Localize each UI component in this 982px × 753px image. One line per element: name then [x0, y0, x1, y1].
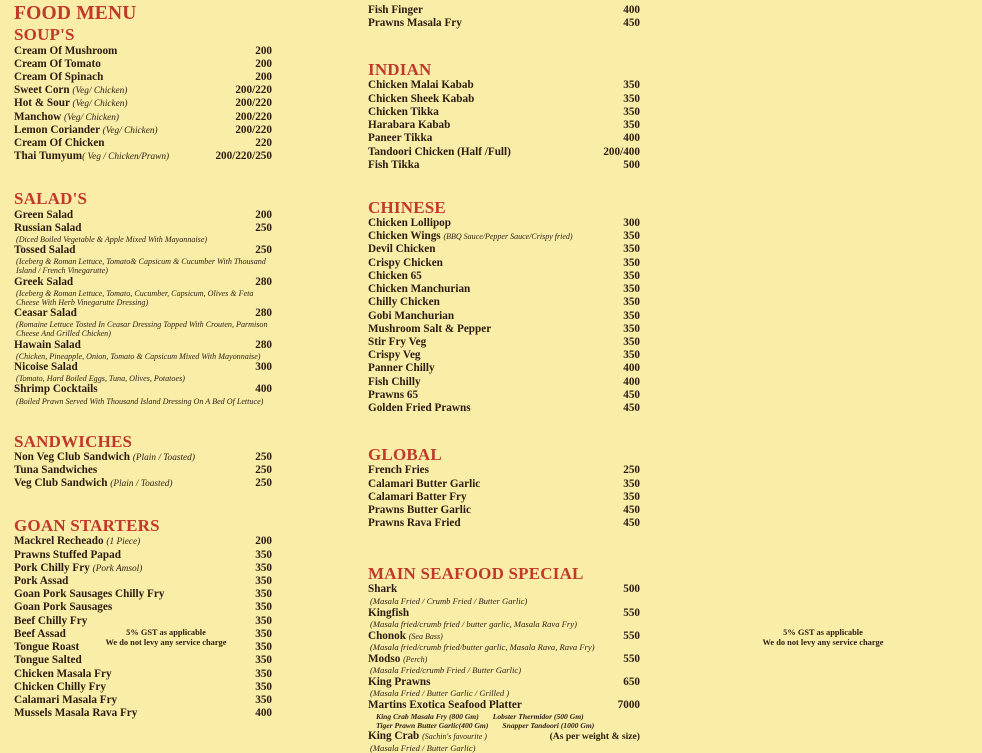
item-name: Beef Chilly Fry [14, 614, 88, 627]
item-name: Fish Finger [368, 4, 424, 16]
menu-row-king-crab [368, 730, 640, 743]
item-qualifier: ( Veg / Chicken/Prawn) [82, 152, 170, 163]
item-name: Lemon Coriander (Veg/ Chicken) [14, 123, 158, 136]
item-name: Hawain Salad [14, 338, 81, 351]
item-price: 400 [623, 375, 640, 388]
item-description: (Boiled Prawn Served With Thousand Island Dressing On A Bed Of Lettuce) [16, 396, 264, 406]
item-name: Pork Assad [14, 575, 69, 588]
item-description: (Iceberg & Roman Lettuce, Tomato& Capsicum & Cucumber With Thousand Island / French Vinegarutte) [16, 257, 266, 276]
item-price: 650 [623, 675, 640, 688]
menu-row [14, 222, 272, 235]
menu-row [368, 478, 640, 491]
menu-row [368, 402, 640, 415]
item-price: 200 [255, 208, 272, 221]
item-description: (Chicken, Pineapple, Onion, Tomato & Capsicum Mixed With Mayonnaise) [16, 351, 261, 361]
item-price: 200/220 [235, 84, 272, 97]
item-price: 350 [623, 309, 640, 322]
menu-row [14, 615, 272, 628]
menu-row [368, 257, 640, 270]
right-column [332, 0, 884, 753]
item-name: Prawns 65 [368, 388, 419, 401]
item-qualifier: (1 Piece) [106, 537, 141, 548]
item-description: (Masala fried/crumb fried/butter garlic, Masala Rava, Rava Fry) [370, 641, 595, 652]
item-name: Sweet Corn (Veg/ Chicken) [14, 84, 128, 97]
menu-row [368, 653, 640, 666]
item-name: Cream Of Spinach [14, 70, 104, 83]
item-name: Shrimp Cocktails [14, 383, 98, 396]
menu-row [368, 106, 640, 119]
item-price: 350 [255, 601, 272, 614]
platter-item: Tiger Prawn Butter Garlic(400 Gm) [376, 721, 489, 731]
menu-row [368, 243, 640, 256]
item-name: Russian Salad [14, 221, 82, 234]
menu-row [368, 119, 640, 132]
item-name: Nicoise Salad [14, 360, 78, 373]
section-heading-indian: INDIAN [368, 60, 432, 80]
item-name: Chicken Sheek Kabab [368, 92, 475, 105]
item-name: Goan Pork Sausages Chilly Fry [14, 588, 165, 601]
item-price: 200/220 [235, 110, 272, 123]
item-price: 500 [623, 158, 640, 171]
section-heading-soups: SOUP'S [14, 25, 75, 45]
item-price: 450 [623, 17, 640, 30]
item-price: 350 [255, 694, 272, 706]
section-starters-continued [368, 4, 640, 30]
menu-row [14, 71, 272, 84]
item-name: Prawns Rava Fried [368, 517, 461, 530]
footer-left [0, 628, 332, 648]
item-price: 350 [255, 627, 272, 640]
item-price: 350 [623, 105, 640, 118]
platter-item: Snapper Tandoori (1000 Gm) [502, 721, 595, 731]
item-price: 200/220 [235, 123, 272, 136]
item-price: 200/220/250 [215, 150, 272, 163]
item-name: Chicken Tikka [368, 105, 439, 118]
item-price: 350 [623, 256, 640, 269]
item-price: 220 [255, 137, 272, 150]
menu-row [368, 323, 640, 336]
item-qualifier: (Perch) [403, 654, 428, 664]
item-price: 350 [623, 322, 640, 335]
item-name: Martins Exotica Seafood Platter [368, 698, 522, 711]
item-name: Paneer Tikka [368, 132, 433, 145]
item-name: Prawns Masala Fry [368, 17, 462, 30]
item-price: 280 [255, 307, 272, 320]
item-price: 350 [623, 243, 640, 256]
item-name: Cream Of Chicken [14, 137, 105, 150]
section-goan-starters [14, 516, 272, 720]
item-name: Prawns Butter Garlic [368, 504, 471, 516]
menu-row [14, 244, 272, 257]
menu-row [368, 336, 640, 349]
menu-row [14, 549, 272, 562]
item-price: 400 [623, 132, 640, 145]
item-name: French Fries [368, 464, 429, 477]
item-name: Cream Of Mushroom [14, 44, 118, 57]
menu-row [14, 383, 272, 396]
item-price: 550 [623, 629, 640, 642]
item-name: King Crab (Sachin's favourite ) [368, 730, 487, 743]
item-price: 200 [255, 535, 272, 548]
menu-row [14, 654, 272, 667]
item-price: 550 [623, 606, 640, 619]
section-heading-sandwiches: SANDWICHES [14, 431, 133, 451]
item-price: 350 [255, 561, 272, 574]
item-name: Chicken Manchurian [368, 283, 471, 296]
item-name: Non Veg Club Sandwich (Plain / Toasted) [14, 450, 195, 463]
section-main-seafood-special [368, 564, 640, 753]
item-name: Beef Assad [14, 627, 66, 640]
item-price: 450 [623, 504, 640, 516]
item-price: 7000 [617, 698, 640, 711]
item-qualifier: (Pork Amsol) [92, 563, 143, 574]
section-indian [368, 60, 640, 172]
item-price: 450 [623, 388, 640, 401]
footer-service-charge-line: We do not levy any service charge [762, 637, 884, 647]
menu-row [368, 270, 640, 283]
menu-row [14, 535, 272, 548]
menu-row [14, 588, 272, 601]
menu-row [14, 111, 272, 124]
item-price: 350 [623, 477, 640, 490]
menu-row [14, 562, 272, 575]
item-name: Green Salad [14, 208, 74, 221]
item-price: 300 [255, 360, 272, 373]
item-price: 350 [255, 654, 272, 667]
item-name: Calamari Batter Fry [368, 490, 467, 503]
item-name: Chonok (Sea Bass) [368, 629, 443, 642]
menu-row [14, 124, 272, 137]
menu-row [14, 45, 272, 58]
menu-row [368, 217, 640, 230]
item-name: Chicken Masala Fry [14, 667, 112, 680]
item-name: Tongue Roast [14, 641, 80, 654]
menu-row [368, 4, 640, 17]
section-sandwiches [14, 432, 272, 491]
section-heading-main-seafood-special: MAIN SEAFOOD SPECIAL [368, 564, 584, 584]
item-price: 350 [255, 641, 272, 654]
item-qualifier: (Plain / Toasted) [110, 479, 173, 490]
item-price: 350 [255, 667, 272, 680]
item-name: Manchow (Veg/ Chicken) [14, 110, 120, 123]
item-qualifier: (BBQ Sauce/Pepper Sauce/Crispy fried) [443, 232, 573, 242]
menu-row [368, 389, 640, 402]
item-description: (Diced Boiled Vegetable & Apple Mixed With Mayonnaise) [16, 234, 208, 244]
item-description: (Romaine Lettuce Tosted In Ceasar Dressing Topped With Crouten, Parmison Cheese And Grilled Chicken) [16, 320, 268, 339]
platter-contents-line-1 [376, 712, 640, 721]
item-description: (Iceberg & Roman Lettuce, Tomato, Cucumber, Capsicum, Olives & Feta Cheese With Herb Vinegarutte Dressing) [16, 288, 254, 307]
item-price: 350 [255, 680, 272, 693]
item-price: 350 [623, 283, 640, 296]
item-price: 250 [255, 221, 272, 234]
item-name: Chilly Chicken [368, 296, 440, 309]
item-qualifier: (Plain / Toasted) [132, 452, 195, 463]
item-name: Pork Chilly Fry (Pork Amsol) [14, 561, 143, 574]
item-name: Gobi Manchurian [368, 309, 455, 322]
item-name: Calamari Butter Garlic [368, 477, 481, 490]
menu-row [368, 517, 640, 530]
menu-row [14, 84, 272, 97]
footer-gst-line: 5% GST as applicable [783, 627, 863, 637]
menu-row [368, 230, 640, 243]
section-heading-global: GLOBAL [368, 445, 442, 465]
item-name: Mackrel Recheado (1 Piece) [14, 535, 141, 548]
menu-row [14, 150, 272, 163]
item-name: Tandoori Chicken (Half /Full) [368, 145, 511, 158]
item-name: Kingfish [368, 606, 410, 619]
item-price: 200 [255, 70, 272, 83]
item-price: 450 [623, 517, 640, 530]
item-qualifier: (Veg/ Chicken) [64, 112, 120, 123]
item-name: Fish Tikka [368, 158, 420, 171]
item-price: 400 [623, 4, 640, 16]
item-description: (Masala fried/crumb fried / butter garlic, Masala Rava Fry) [370, 618, 577, 629]
item-price: 350 [255, 588, 272, 601]
item-price: (As per weight & size) [549, 731, 640, 743]
menu-row-platter [368, 699, 640, 712]
item-name: Stir Fry Veg [368, 336, 427, 348]
item-name: Golden Fried Prawns [368, 402, 471, 415]
section-heading-chinese: CHINESE [368, 198, 446, 217]
item-price: 280 [255, 275, 272, 288]
item-price: 280 [255, 338, 272, 351]
item-description: (Masala Fried/crumb Fried / Butter Garlic) [370, 664, 522, 675]
section-soups [14, 25, 272, 163]
footer-right [664, 628, 982, 648]
menu-row [14, 451, 272, 464]
item-name: Thai Tumyum( Veg / Chicken/Prawn) [14, 150, 170, 163]
menu-row [368, 630, 640, 643]
section-salads [14, 189, 272, 405]
section-global [368, 445, 640, 530]
menu-row [14, 361, 272, 374]
item-qualifier: (Sea Bass) [408, 631, 443, 641]
menu-row [14, 276, 272, 289]
menu-row [368, 464, 640, 477]
item-price: 350 [623, 269, 640, 282]
menu-row [368, 607, 640, 620]
item-name: Fish Chilly [368, 375, 421, 388]
menu-row [368, 504, 640, 517]
item-price: 350 [255, 548, 272, 561]
platter-contents-line-2 [376, 721, 640, 730]
menu-row [368, 310, 640, 323]
platter-item: King Crab Masala Fry (800 Gm) [376, 712, 479, 722]
left-column [0, 0, 332, 720]
section-heading-goan-starters: GOAN STARTERS [14, 516, 160, 536]
menu-row [14, 575, 272, 588]
item-name: Tossed Salad [14, 244, 76, 257]
menu-row [14, 601, 272, 614]
menu-row [14, 681, 272, 694]
item-name: Greek Salad [14, 275, 74, 288]
item-name: Goan Pork Sausages [14, 601, 113, 614]
item-name: Modso (Perch) [368, 652, 428, 665]
item-name: Crispy Chicken [368, 256, 443, 269]
item-name: King Prawns [368, 675, 431, 688]
item-price: 400 [255, 707, 272, 720]
menu-row [14, 339, 272, 352]
item-price: 400 [623, 362, 640, 375]
item-name: Harabara Kabab [368, 119, 451, 132]
menu-row [368, 296, 640, 309]
item-name: Hot & Sour (Veg/ Chicken) [14, 97, 128, 110]
item-name: Chicken Chilly Fry [14, 680, 106, 693]
item-price: 350 [623, 490, 640, 503]
item-description: (Tomato, Hard Boiled Eggs, Tuna, Olives, Potatoes) [16, 374, 185, 384]
menu-row [368, 146, 640, 159]
menu-row [368, 283, 640, 296]
item-name: Chicken Malai Kabab [368, 79, 474, 92]
item-price: 300 [623, 217, 640, 230]
section-heading-salads: SALAD'S [14, 189, 88, 209]
item-price: 250 [255, 477, 272, 490]
item-name: Tongue Salted [14, 654, 82, 667]
item-price: 550 [623, 652, 640, 665]
item-name: Mussels Masala Rava Fry [14, 707, 138, 720]
menu-row [14, 97, 272, 110]
item-price: 250 [623, 464, 640, 477]
item-price: 350 [623, 349, 640, 362]
item-price: 250 [255, 450, 272, 463]
menu-row [14, 307, 272, 320]
item-price: 400 [255, 383, 272, 396]
item-price: 250 [255, 463, 272, 476]
item-price: 500 [623, 583, 640, 596]
footer-service-charge-line: We do not levy any service charge [105, 637, 227, 647]
section-chinese [368, 198, 640, 415]
item-name: Crispy Veg [368, 349, 421, 362]
item-price: 350 [255, 575, 272, 588]
item-name: Mushroom Salt & Pepper [368, 322, 492, 335]
item-price: 350 [623, 92, 640, 105]
item-name: Panner Chilly [368, 362, 435, 375]
item-price: 350 [623, 336, 640, 348]
menu-row [368, 93, 640, 106]
page-title: FOOD MENU [14, 3, 137, 24]
item-price: 450 [623, 402, 640, 415]
item-description: (Masala Fried / Butter Garlic / Grilled ) [370, 688, 510, 699]
item-price: 350 [623, 230, 640, 243]
item-description: (Masala Fried / Crumb Fried / Butter Garlic) [370, 595, 528, 606]
menu-row [14, 668, 272, 681]
item-price: 350 [623, 79, 640, 92]
item-price: 200/220 [235, 97, 272, 110]
item-price: 200 [255, 57, 272, 70]
item-name: Chicken Lollipop [368, 217, 451, 230]
menu-row [368, 349, 640, 362]
footer-gst-line: 5% GST as applicable [126, 627, 206, 637]
menu-row [368, 491, 640, 504]
item-name: Ceasar Salad [14, 307, 77, 320]
item-qualifier: (Veg/ Chicken) [102, 125, 158, 136]
menu-row [368, 17, 640, 30]
menu-row [14, 694, 272, 707]
item-name: Shark [368, 583, 398, 596]
menu-row [368, 159, 640, 172]
item-description: (Masala Fried / Butter Garlic) [370, 742, 476, 753]
item-price: 350 [255, 614, 272, 627]
item-name: Prawns Stuffed Papad [14, 548, 121, 561]
menu-row [368, 132, 640, 145]
menu-row [14, 707, 272, 720]
menu-row [14, 464, 272, 477]
menu-row [368, 583, 640, 596]
menu-row [14, 58, 272, 71]
menu-row [14, 477, 272, 490]
item-name: Calamari Masala Fry [14, 694, 118, 706]
item-name: Veg Club Sandwich (Plain / Toasted) [14, 477, 173, 490]
item-qualifier: (Sachin's favourite ) [422, 732, 487, 742]
item-name: Chicken Wings (BBQ Sauce/Pepper Sauce/Crispy fried) [368, 230, 573, 243]
item-price: 200 [255, 44, 272, 57]
item-price: 200/400 [603, 145, 640, 158]
platter-item: Lobster Thermidor (500 Gm) [492, 712, 584, 722]
menu-row [14, 209, 272, 222]
item-name: Cream Of Tomato [14, 57, 101, 70]
menu-row [368, 362, 640, 375]
item-price: 350 [623, 296, 640, 309]
item-price: 350 [623, 119, 640, 132]
menu-row [368, 376, 640, 389]
menu-row [14, 137, 272, 150]
menu-row [368, 79, 640, 92]
item-name: Chicken 65 [368, 269, 422, 282]
item-name: Devil Chicken [368, 243, 436, 256]
item-price: 250 [255, 244, 272, 257]
item-qualifier: (Veg/ Chicken) [72, 86, 128, 97]
item-name: Tuna Sandwiches [14, 463, 98, 476]
item-qualifier: (Veg/ Chicken) [72, 99, 128, 110]
